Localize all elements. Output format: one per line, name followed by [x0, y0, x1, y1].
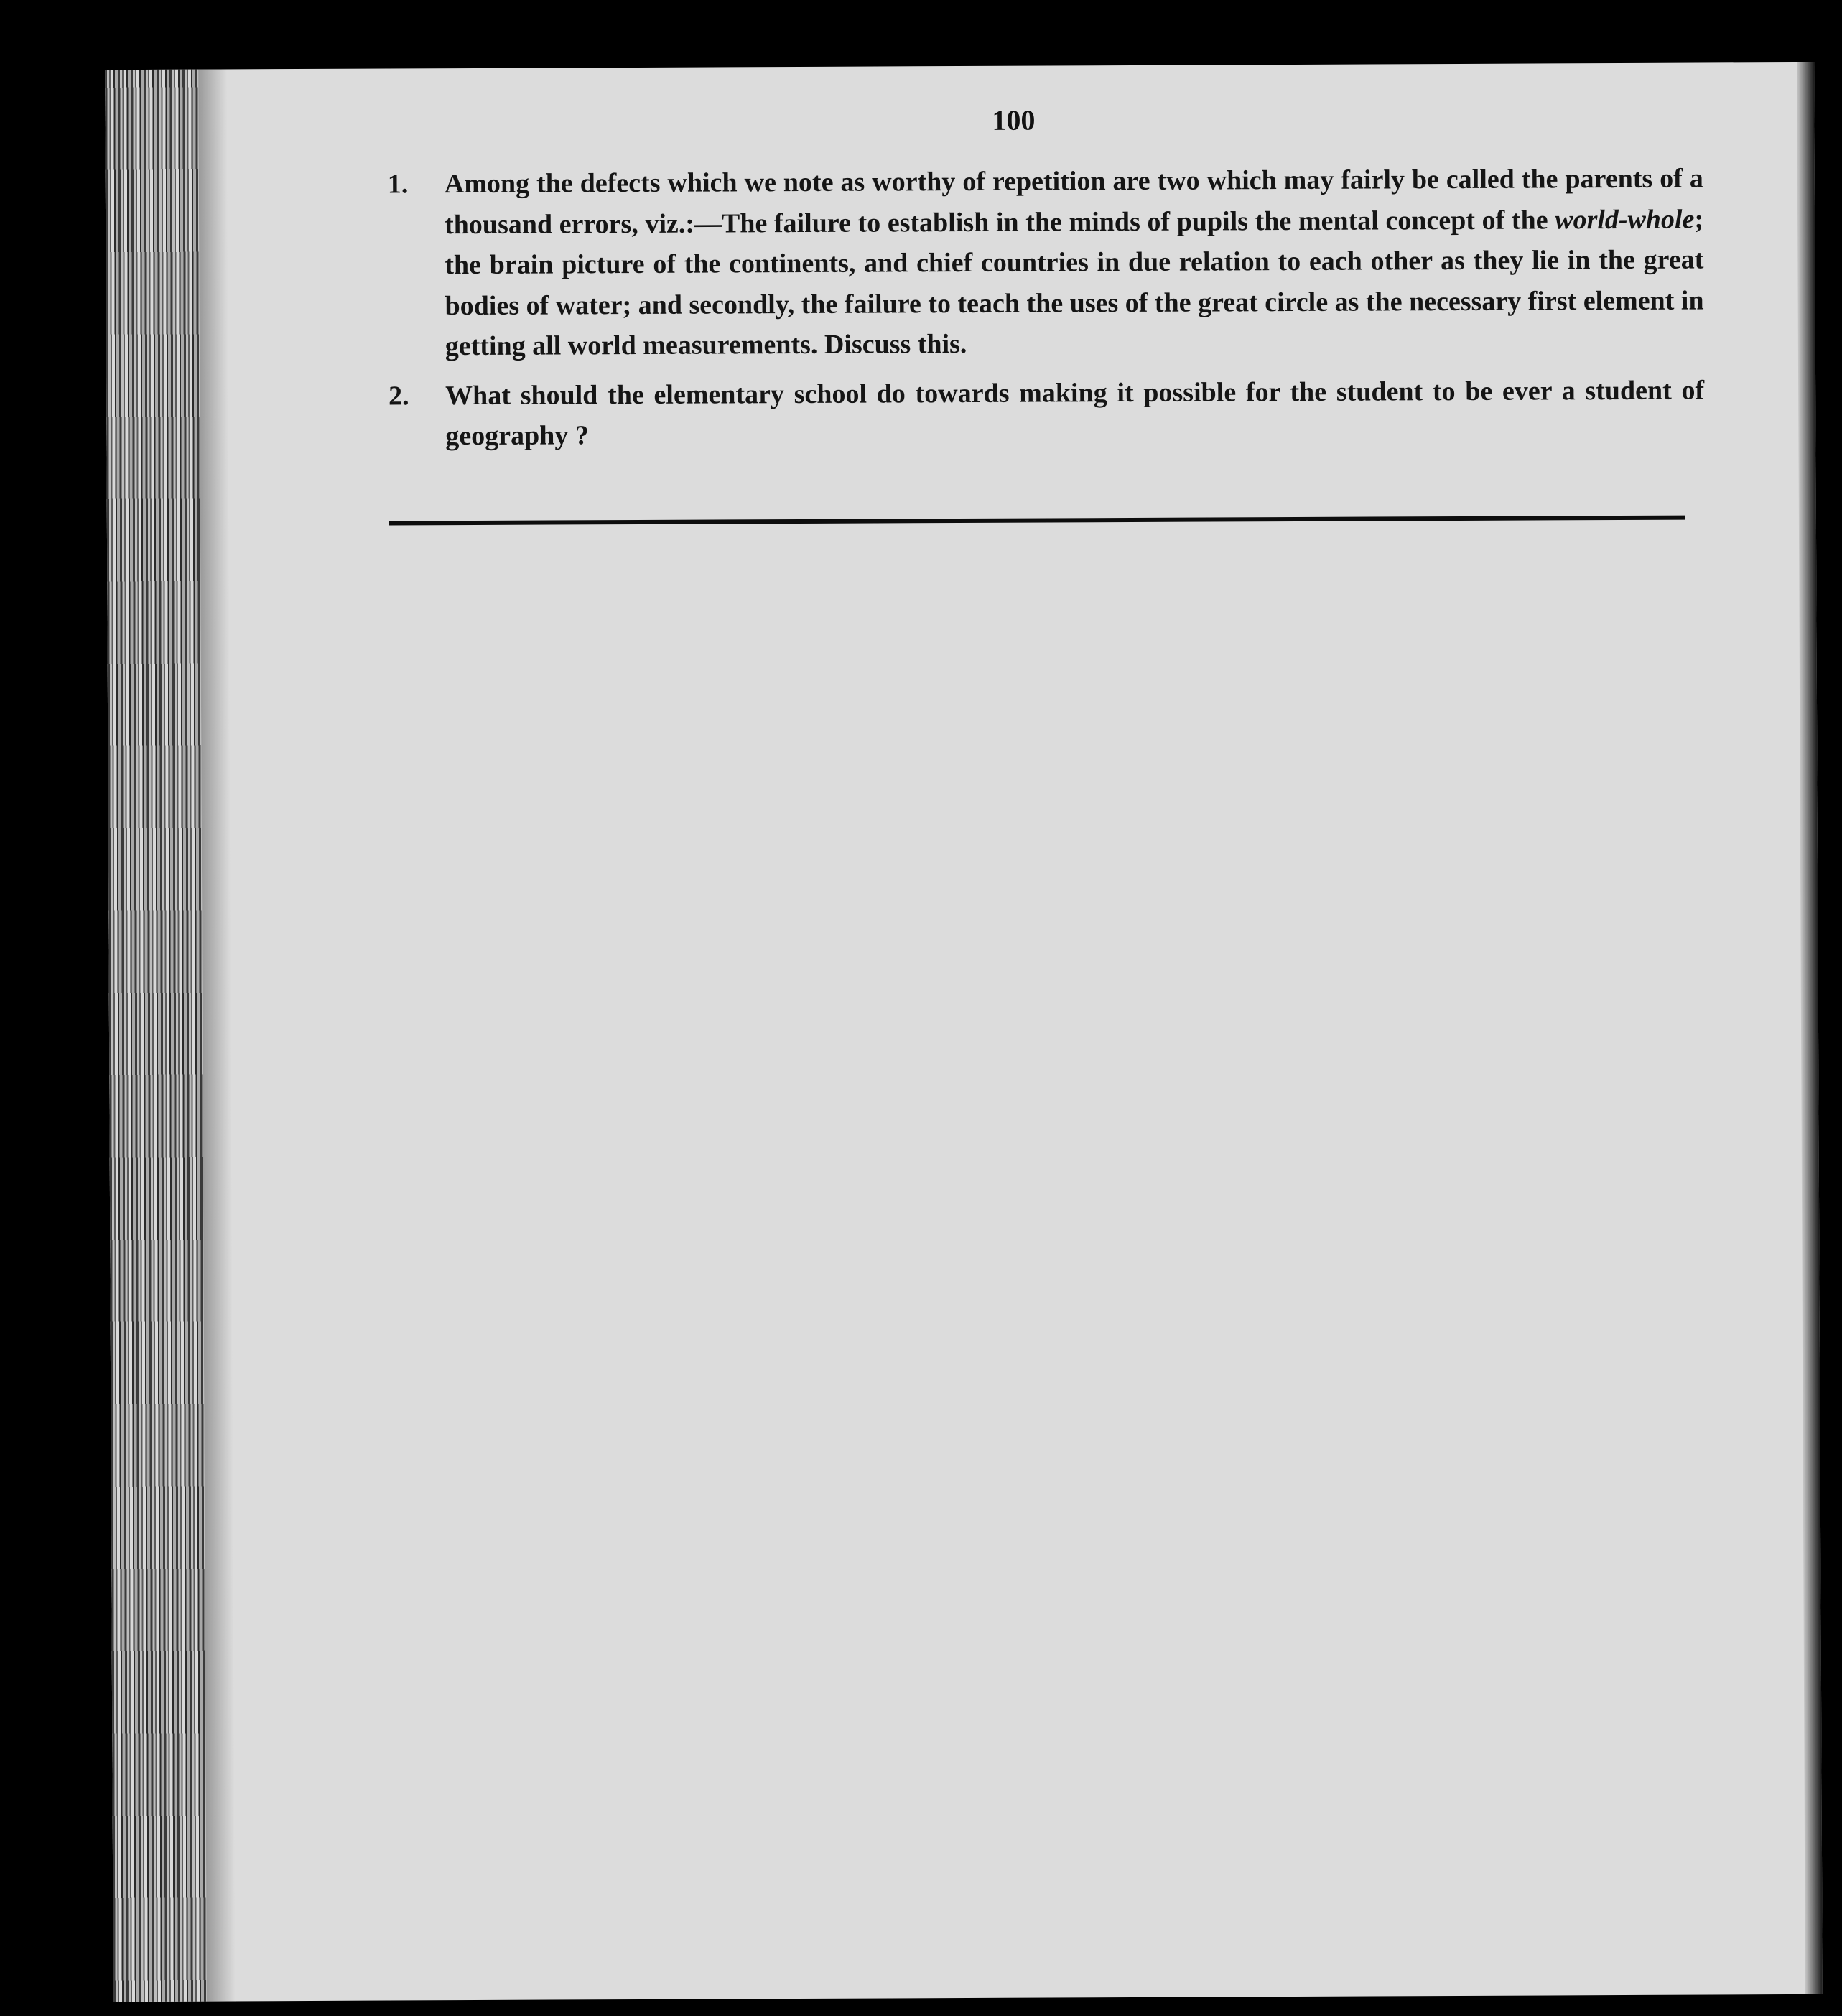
book-binding	[105, 70, 207, 2002]
page-edge	[1797, 62, 1823, 1994]
question-text-continued: ; the brain picture of the continents, and chief countries in due relation to each other as they lie in the great bodies of water; and secondly, the failure to teach the uses of the great circle as the necessary first element in getting all world measurements. Discuss this.	[445, 203, 1704, 362]
question-text: What should the elementary school do towards making it possible for the student to be ever a student of geography ?	[445, 374, 1705, 452]
question-emphasis: world-whole	[1555, 204, 1695, 235]
question-number: 2.	[389, 380, 409, 411]
horizontal-rule	[389, 516, 1685, 526]
page-number: 100	[992, 103, 1036, 136]
question-1	[388, 158, 1704, 366]
question-2	[389, 370, 1704, 457]
book-page	[105, 62, 1823, 2002]
question-list	[388, 158, 1705, 465]
question-number: 1.	[387, 169, 409, 200]
question-text: Among the defects which we note as worthy of repetition are two which may fairly be called the parents of a thousand errors, viz.:—The failure to establish in the minds of pupils the mental concept of the	[444, 163, 1703, 240]
